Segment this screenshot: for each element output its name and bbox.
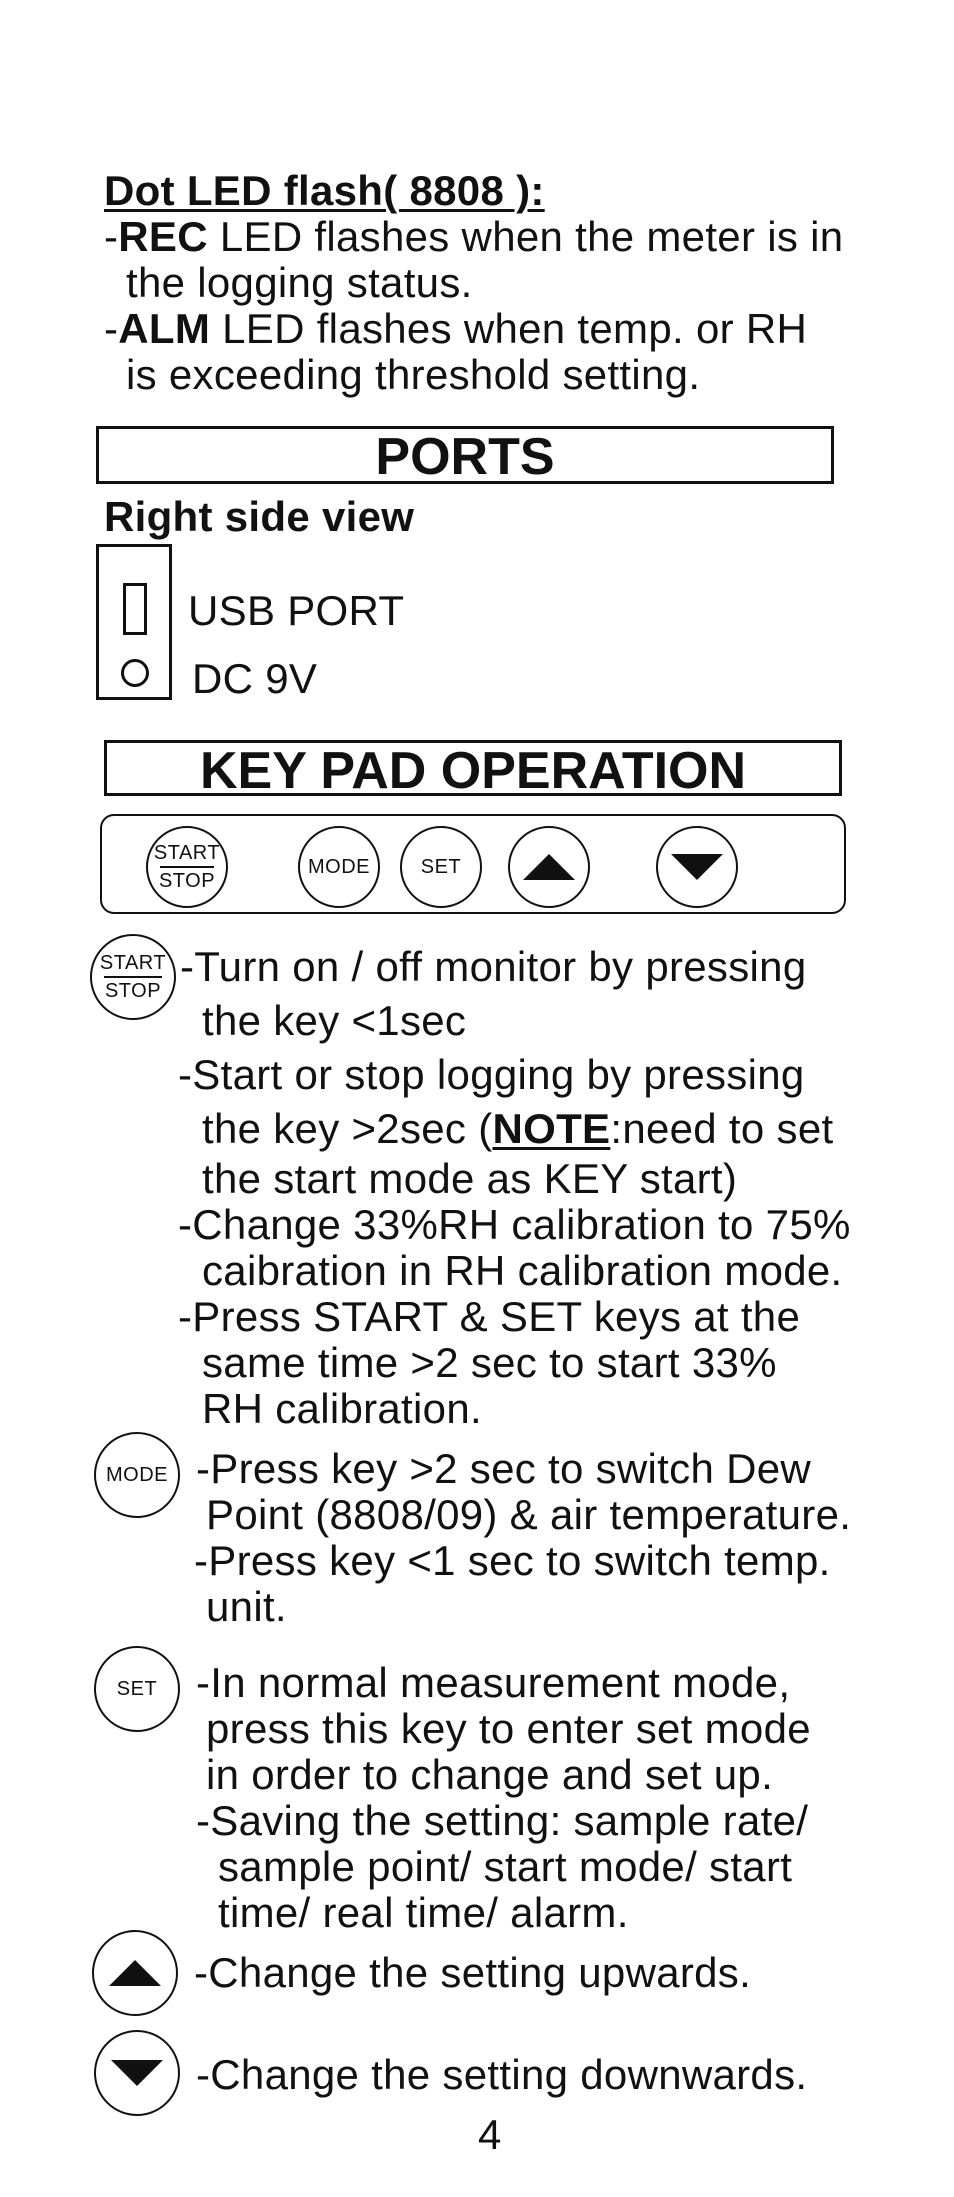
up-instruction: -Change the setting upwards.	[194, 1949, 752, 1996]
note-post: :need to set	[610, 1105, 834, 1152]
alm-key: ALM	[118, 305, 211, 352]
usb-port-label: USB PORT	[188, 587, 405, 634]
instruction-line: -Press key <1 sec to switch temp.	[194, 1537, 831, 1584]
instruction-line: -Press START & SET keys at the	[178, 1293, 801, 1340]
keypad-panel	[100, 814, 846, 914]
rec-text: LED flashes when the meter is in	[207, 213, 844, 260]
instruction-line: the key <1sec	[202, 997, 467, 1044]
instruction-line: -Press key >2 sec to switch Dew	[196, 1445, 811, 1492]
right-side-view-label: Right side view	[104, 493, 415, 540]
up-arrow-icon	[92, 1930, 178, 2016]
instruction-line: -Saving the setting: sample rate/	[196, 1797, 809, 1844]
usb-port-icon	[123, 583, 147, 635]
instruction-line: Point (8808/09) & air temperature.	[206, 1491, 852, 1538]
stop-label: STOP	[158, 870, 216, 892]
instruction-line: unit.	[206, 1583, 287, 1630]
side-panel-diagram	[96, 544, 172, 700]
mode-label: MODE	[106, 1463, 168, 1486]
instruction-line: press this key to enter set mode	[206, 1705, 811, 1752]
note-pre: the key >2sec (	[202, 1105, 493, 1152]
set-key-icon	[400, 826, 482, 908]
start-stop-key-icon	[146, 826, 228, 908]
start-label: START	[99, 952, 167, 974]
dc-jack-icon	[121, 659, 149, 687]
rec-line-2: the logging status.	[126, 259, 473, 306]
rec-key: REC	[118, 213, 208, 260]
set-label: SET	[420, 855, 462, 878]
instruction-line: -Change 33%RH calibration to 75%	[178, 1201, 851, 1248]
keypad-header: KEY PAD OPERATION	[104, 740, 842, 796]
ports-header: PORTS	[96, 426, 834, 484]
mode-label: MODE	[308, 855, 370, 878]
start-stop-key-icon	[90, 934, 176, 1020]
down-arrow-icon	[94, 2030, 180, 2116]
instruction-line: sample point/ start mode/ start	[218, 1843, 793, 1890]
note-line	[202, 1106, 833, 1152]
instruction-line: caibration in RH calibration mode.	[202, 1247, 843, 1294]
up-arrow-icon	[508, 826, 590, 908]
dash: -	[104, 213, 119, 260]
instruction-line: -Turn on / off monitor by pressing	[180, 943, 807, 990]
dc-label: DC 9V	[192, 655, 318, 702]
instruction-line: same time >2 sec to start 33%	[202, 1339, 777, 1386]
down-arrow-icon	[656, 826, 738, 908]
instruction-line: in order to change and set up.	[206, 1751, 774, 1798]
instruction-line: -In normal measurement mode,	[196, 1659, 791, 1706]
rec-line	[104, 214, 843, 260]
set-label: SET	[116, 1677, 158, 1700]
start-label: START	[153, 842, 221, 864]
alm-text: LED flashes when temp. or RH	[210, 305, 808, 352]
mode-key-icon	[298, 826, 380, 908]
down-instruction: -Change the setting downwards.	[196, 2051, 808, 2098]
led-section-title: Dot LED flash( 8808 ):	[104, 167, 545, 214]
mode-key-icon	[94, 1432, 180, 1518]
note-word: NOTE	[492, 1105, 611, 1152]
page-number: 4	[478, 2111, 502, 2158]
alm-line	[104, 306, 807, 352]
instruction-line: time/ real time/ alarm.	[218, 1889, 629, 1936]
instruction-line: the start mode as KEY start)	[202, 1155, 738, 1202]
stop-label: STOP	[104, 980, 162, 1002]
instruction-line: -Start or stop logging by pressing	[178, 1051, 805, 1098]
dash: -	[104, 305, 119, 352]
instruction-line: RH calibration.	[202, 1385, 482, 1432]
set-key-icon	[94, 1646, 180, 1732]
alm-line-2: is exceeding threshold setting.	[126, 351, 701, 398]
